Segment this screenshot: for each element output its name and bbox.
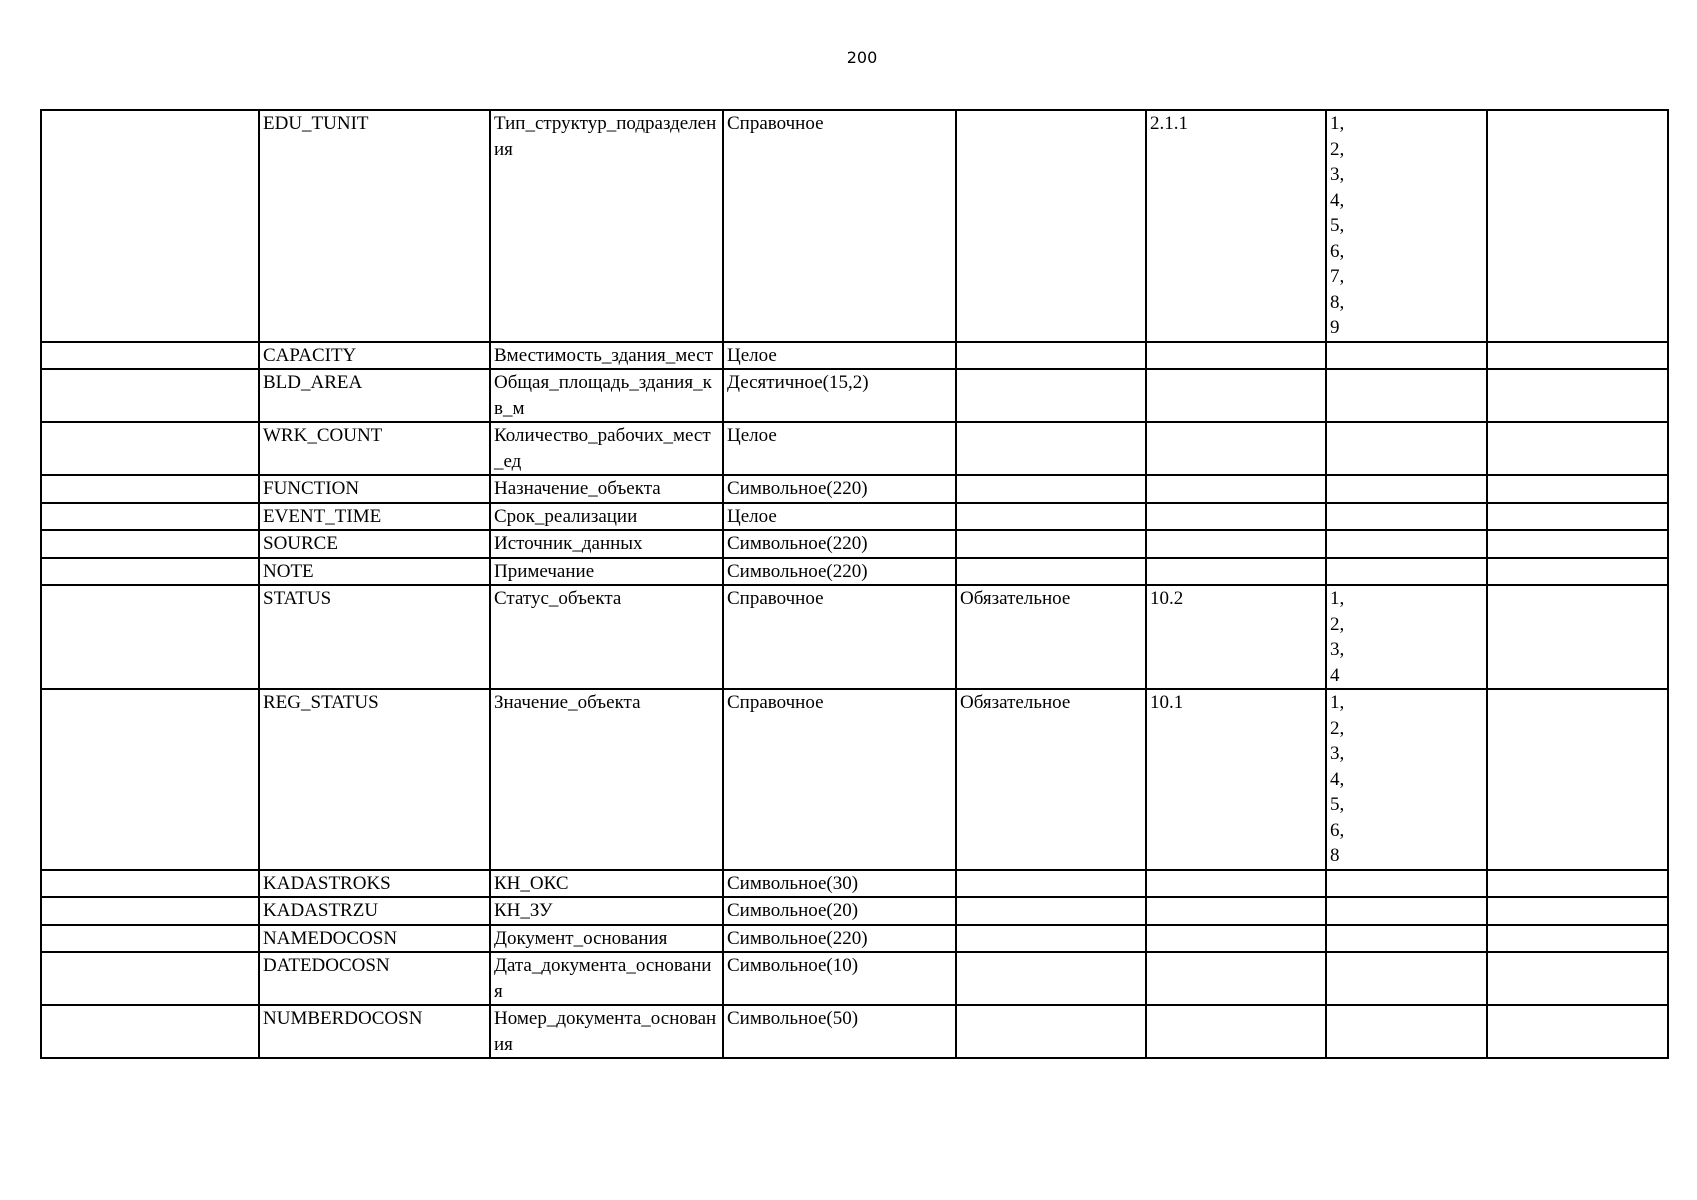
cell-field-type: Целое xyxy=(723,422,956,475)
cell-codes xyxy=(1326,475,1487,503)
cell-field-name: DATEDOCOSN xyxy=(259,952,490,1005)
cell-empty xyxy=(1487,689,1668,870)
cell-required: Обязательное xyxy=(956,585,1146,689)
table-row xyxy=(41,925,1668,953)
cell-reference xyxy=(1146,1005,1326,1058)
cell-field-type: Целое xyxy=(723,503,956,531)
cell-codes xyxy=(1326,369,1487,422)
cell-codes xyxy=(1326,925,1487,953)
cell-field-type: Символьное(220) xyxy=(723,558,956,586)
cell-field-name: SOURCE xyxy=(259,530,490,558)
cell-field-type: Символьное(220) xyxy=(723,475,956,503)
cell-reference xyxy=(1146,530,1326,558)
cell-empty xyxy=(41,475,259,503)
table-row xyxy=(41,110,1668,342)
cell-reference xyxy=(1146,925,1326,953)
cell-codes: 1, 2, 3, 4, 5, 6, 8 xyxy=(1326,689,1487,870)
cell-field-type: Справочное xyxy=(723,585,956,689)
cell-codes xyxy=(1326,422,1487,475)
table-row xyxy=(41,897,1668,925)
cell-empty xyxy=(41,585,259,689)
cell-empty xyxy=(41,952,259,1005)
cell-field-name: EDU_TUNIT xyxy=(259,110,490,342)
cell-field-name: WRK_COUNT xyxy=(259,422,490,475)
cell-required xyxy=(956,342,1146,370)
cell-field-type: Символьное(50) xyxy=(723,1005,956,1058)
cell-empty xyxy=(1487,870,1668,898)
cell-codes xyxy=(1326,952,1487,1005)
cell-required xyxy=(956,369,1146,422)
cell-required: Обязательное xyxy=(956,689,1146,870)
cell-empty xyxy=(41,530,259,558)
cell-empty xyxy=(1487,422,1668,475)
cell-reference xyxy=(1146,475,1326,503)
cell-empty xyxy=(41,342,259,370)
cell-required xyxy=(956,870,1146,898)
cell-field-name: NOTE xyxy=(259,558,490,586)
cell-field-name: REG_STATUS xyxy=(259,689,490,870)
cell-field-alias: Тип_структур_подразделения xyxy=(490,110,723,342)
cell-field-alias: Вместимость_здания_мест xyxy=(490,342,723,370)
cell-empty xyxy=(1487,110,1668,342)
cell-reference xyxy=(1146,870,1326,898)
cell-empty xyxy=(1487,585,1668,689)
cell-required xyxy=(956,110,1146,342)
table-row xyxy=(41,503,1668,531)
cell-field-type: Символьное(220) xyxy=(723,530,956,558)
attribute-table xyxy=(40,109,1669,1059)
cell-empty xyxy=(1487,503,1668,531)
cell-empty xyxy=(41,1005,259,1058)
cell-reference: 2.1.1 xyxy=(1146,110,1326,342)
cell-empty xyxy=(41,925,259,953)
cell-codes xyxy=(1326,558,1487,586)
cell-field-type: Символьное(20) xyxy=(723,897,956,925)
cell-field-name: CAPACITY xyxy=(259,342,490,370)
cell-field-alias: Срок_реализации xyxy=(490,503,723,531)
cell-empty xyxy=(41,689,259,870)
cell-field-name: KADASTROKS xyxy=(259,870,490,898)
cell-empty xyxy=(1487,342,1668,370)
cell-field-type: Десятичное(15,2) xyxy=(723,369,956,422)
cell-codes: 1, 2, 3, 4 xyxy=(1326,585,1487,689)
cell-empty xyxy=(41,369,259,422)
cell-required xyxy=(956,530,1146,558)
table-row xyxy=(41,530,1668,558)
cell-field-name: BLD_AREA xyxy=(259,369,490,422)
cell-required xyxy=(956,897,1146,925)
cell-codes xyxy=(1326,530,1487,558)
cell-reference xyxy=(1146,503,1326,531)
cell-empty xyxy=(1487,897,1668,925)
cell-empty xyxy=(1487,530,1668,558)
cell-field-name: NAMEDOCOSN xyxy=(259,925,490,953)
cell-required xyxy=(956,558,1146,586)
cell-field-alias: Назначение_объекта xyxy=(490,475,723,503)
cell-field-name: KADASTRZU xyxy=(259,897,490,925)
cell-empty xyxy=(1487,1005,1668,1058)
cell-field-alias: Значение_объекта xyxy=(490,689,723,870)
table-row xyxy=(41,952,1668,1005)
cell-codes xyxy=(1326,503,1487,531)
table-body xyxy=(41,110,1668,1058)
cell-empty xyxy=(41,897,259,925)
cell-codes xyxy=(1326,870,1487,898)
cell-required xyxy=(956,475,1146,503)
cell-field-alias: Источник_данных xyxy=(490,530,723,558)
table-row xyxy=(41,422,1668,475)
cell-required xyxy=(956,422,1146,475)
cell-empty xyxy=(41,422,259,475)
cell-reference xyxy=(1146,369,1326,422)
cell-field-alias: КН_ЗУ xyxy=(490,897,723,925)
cell-field-alias: Количество_рабочих_мест_ед xyxy=(490,422,723,475)
cell-required xyxy=(956,925,1146,953)
cell-reference xyxy=(1146,422,1326,475)
cell-field-alias: Номер_документа_основания xyxy=(490,1005,723,1058)
cell-field-type: Справочное xyxy=(723,110,956,342)
cell-field-alias: Примечание xyxy=(490,558,723,586)
cell-field-type: Символьное(220) xyxy=(723,925,956,953)
cell-field-type: Целое xyxy=(723,342,956,370)
cell-empty xyxy=(41,558,259,586)
cell-reference: 10.1 xyxy=(1146,689,1326,870)
cell-empty xyxy=(1487,369,1668,422)
cell-reference xyxy=(1146,897,1326,925)
cell-empty xyxy=(1487,925,1668,953)
page-number: 200 xyxy=(846,48,878,67)
table-row xyxy=(41,475,1668,503)
cell-field-name: NUMBERDOCOSN xyxy=(259,1005,490,1058)
cell-empty xyxy=(41,503,259,531)
cell-reference xyxy=(1146,952,1326,1005)
cell-field-alias: Общая_площадь_здания_кв_м xyxy=(490,369,723,422)
cell-field-name: EVENT_TIME xyxy=(259,503,490,531)
cell-empty xyxy=(1487,952,1668,1005)
table-row xyxy=(41,342,1668,370)
cell-field-type: Символьное(30) xyxy=(723,870,956,898)
cell-empty xyxy=(41,110,259,342)
cell-codes xyxy=(1326,897,1487,925)
table-row xyxy=(41,689,1668,870)
cell-required xyxy=(956,1005,1146,1058)
table-row xyxy=(41,585,1668,689)
table-row xyxy=(41,369,1668,422)
table-row xyxy=(41,1005,1668,1058)
cell-codes xyxy=(1326,342,1487,370)
cell-field-type: Символьное(10) xyxy=(723,952,956,1005)
cell-field-alias: Дата_документа_основания xyxy=(490,952,723,1005)
cell-empty xyxy=(41,870,259,898)
cell-reference xyxy=(1146,558,1326,586)
cell-field-name: FUNCTION xyxy=(259,475,490,503)
cell-required xyxy=(956,503,1146,531)
cell-codes: 1, 2, 3, 4, 5, 6, 7, 8, 9 xyxy=(1326,110,1487,342)
cell-reference xyxy=(1146,342,1326,370)
cell-field-alias: Документ_основания xyxy=(490,925,723,953)
cell-field-alias: Статус_объекта xyxy=(490,585,723,689)
cell-field-name: STATUS xyxy=(259,585,490,689)
cell-reference: 10.2 xyxy=(1146,585,1326,689)
cell-field-type: Справочное xyxy=(723,689,956,870)
table-row xyxy=(41,870,1668,898)
table-row xyxy=(41,558,1668,586)
cell-empty xyxy=(1487,475,1668,503)
cell-field-alias: КН_ОКС xyxy=(490,870,723,898)
cell-empty xyxy=(1487,558,1668,586)
cell-required xyxy=(956,952,1146,1005)
cell-codes xyxy=(1326,1005,1487,1058)
